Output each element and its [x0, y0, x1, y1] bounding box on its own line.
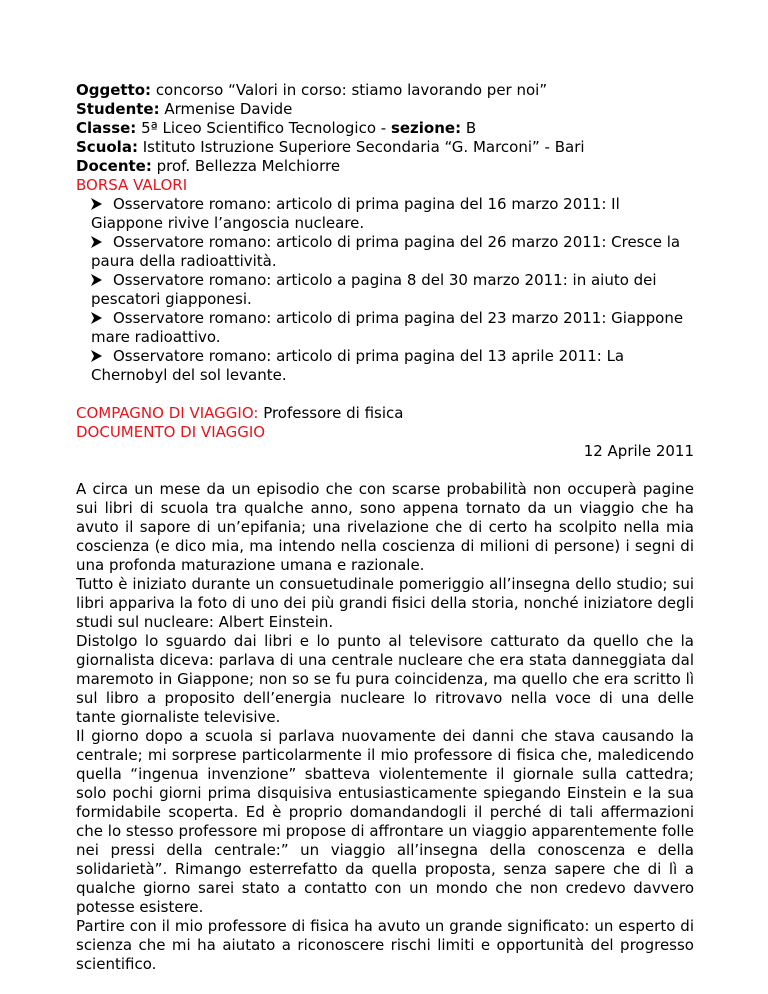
sezione-value: B	[461, 119, 477, 137]
paragraph-1: A circa un mese da un episodio che con scarse probabilità non occuperà pagine sui libri di scuola tra qualche anno, sono appena tornato da un viaggio che ha avuto il sapore di un’epifania; una rivelazione che di certo ha scolpito nella mia coscienza (e dico mia, ma intendo nella coscienza di milioni di persone) i segni di una profonda maturazione umana e razionale.	[76, 480, 694, 574]
scuola-label: Scuola:	[76, 138, 138, 156]
classe-label: Classe:	[76, 119, 137, 137]
borsa-valori-title: BORSA VALORI	[76, 176, 188, 194]
list-item-text: Osservatore romano: articolo a pagina 8 del 30 marzo 2011: in aiuto dei pescatori giapponesi.	[91, 271, 657, 308]
arrow-bullet-icon	[91, 195, 113, 214]
list-item	[91, 233, 694, 271]
paragraph-5: Partire con il mio professore di fisica ha avuto un grande significato: un esperto di scienza che mi ha aiutato a riconoscere rischi limiti e opportunità del progresso scientifico.	[76, 917, 694, 973]
paragraph-2: Tutto è iniziato durante un consuetudinale pomeriggio all’insegna dello studio; sui libri appariva la foto di uno dei più grandi fisici della storia, nonché iniziatore degli studi sul nucleare: Albert Einstein.	[76, 575, 694, 631]
header-scuola	[76, 138, 694, 157]
oggetto-value: concorso “Valori in corso: stiamo lavorando per noi”	[151, 81, 548, 99]
docente-value: prof. Bellezza Melchiorre	[151, 157, 341, 175]
studente-value: Armenise Davide	[159, 100, 293, 118]
arrow-bullet-icon	[91, 347, 113, 366]
list-item	[91, 271, 694, 309]
paragraph-3: Distolgo lo sguardo dai libri e lo punto al televisore catturato da quello che la giornalista diceva: parlava di una centrale nucleare che era stata danneggiata dal maremoto in Giappone; non so se fu pura coincidenza, ma quello che era scritto lì sul libro a proposito dell’energia nucleare lo ritrovavo nella voce di una delle tante giornaliste televisive.	[76, 632, 694, 726]
spacer	[76, 385, 694, 404]
compagno-label: COMPAGNO DI VIAGGIO:	[76, 404, 259, 422]
compagno-line	[76, 404, 694, 423]
document-date: 12 Aprile 2011	[583, 442, 694, 460]
arrow-bullet-icon	[91, 309, 113, 328]
list-item	[91, 309, 694, 347]
header-oggetto	[76, 81, 694, 100]
documento-title: DOCUMENTO DI VIAGGIO	[76, 423, 266, 441]
list-item-text: Osservatore romano: articolo di prima pagina del 13 aprile 2011: La Chernobyl del sol levante.	[91, 347, 625, 384]
studente-label: Studente:	[76, 100, 160, 118]
header-classe	[76, 119, 694, 138]
document-page	[76, 81, 694, 974]
arrow-bullet-icon	[91, 233, 113, 252]
sezione-label: sezione:	[390, 119, 462, 137]
list-item	[91, 347, 694, 385]
borsa-valori-list	[76, 195, 694, 385]
list-item-text: Osservatore romano: articolo di prima pagina del 16 marzo 2011: Il Giappone rivive l’angoscia nucleare.	[91, 195, 620, 232]
compagno-value: Professore di fisica	[258, 404, 404, 422]
scuola-value: Istituto Istruzione Superiore Secondaria “G. Marconi” - Bari	[137, 138, 585, 156]
list-item	[91, 195, 694, 233]
list-item-text: Osservatore romano: articolo di prima pagina del 23 marzo 2011: Giappone mare radioattivo.	[91, 309, 684, 346]
list-item-text: Osservatore romano: articolo di prima pagina del 26 marzo 2011: Cresce la paura della radioattività.	[91, 233, 681, 270]
classe-value: 5ª Liceo Scientifico Tecnologico -	[136, 119, 391, 137]
spacer	[76, 461, 694, 480]
arrow-bullet-icon	[91, 271, 113, 290]
paragraph-4: Il giorno dopo a scuola si parlava nuovamente dei danni che stava causando la centrale; mi sorprese particolarmente il mio professore di fisica che, maledicendo quella “ingenua invenzione” sbatteva violentemente il giornale sulla cattedra; solo pochi giorni prima disquisiva entusiasticamente spiegando Einstein e la sua formidabile scoperta. Ed è proprio domandandogli il perché di tali affermazioni che lo stesso professore mi propose di affrontare un viaggio apparentemente folle nei pressi della centrale:” un viaggio all’insegna della conoscenza e della solidarietà”. Rimango esterrefatto da quella proposta, senza sapere che di lì a qualche giorno sarei stato a contatto con un mondo che non credevo davvero potesse esistere.	[76, 727, 694, 916]
oggetto-label: Oggetto:	[76, 81, 152, 99]
header-docente	[76, 157, 694, 176]
header-studente	[76, 100, 694, 119]
docente-label: Docente:	[76, 157, 152, 175]
